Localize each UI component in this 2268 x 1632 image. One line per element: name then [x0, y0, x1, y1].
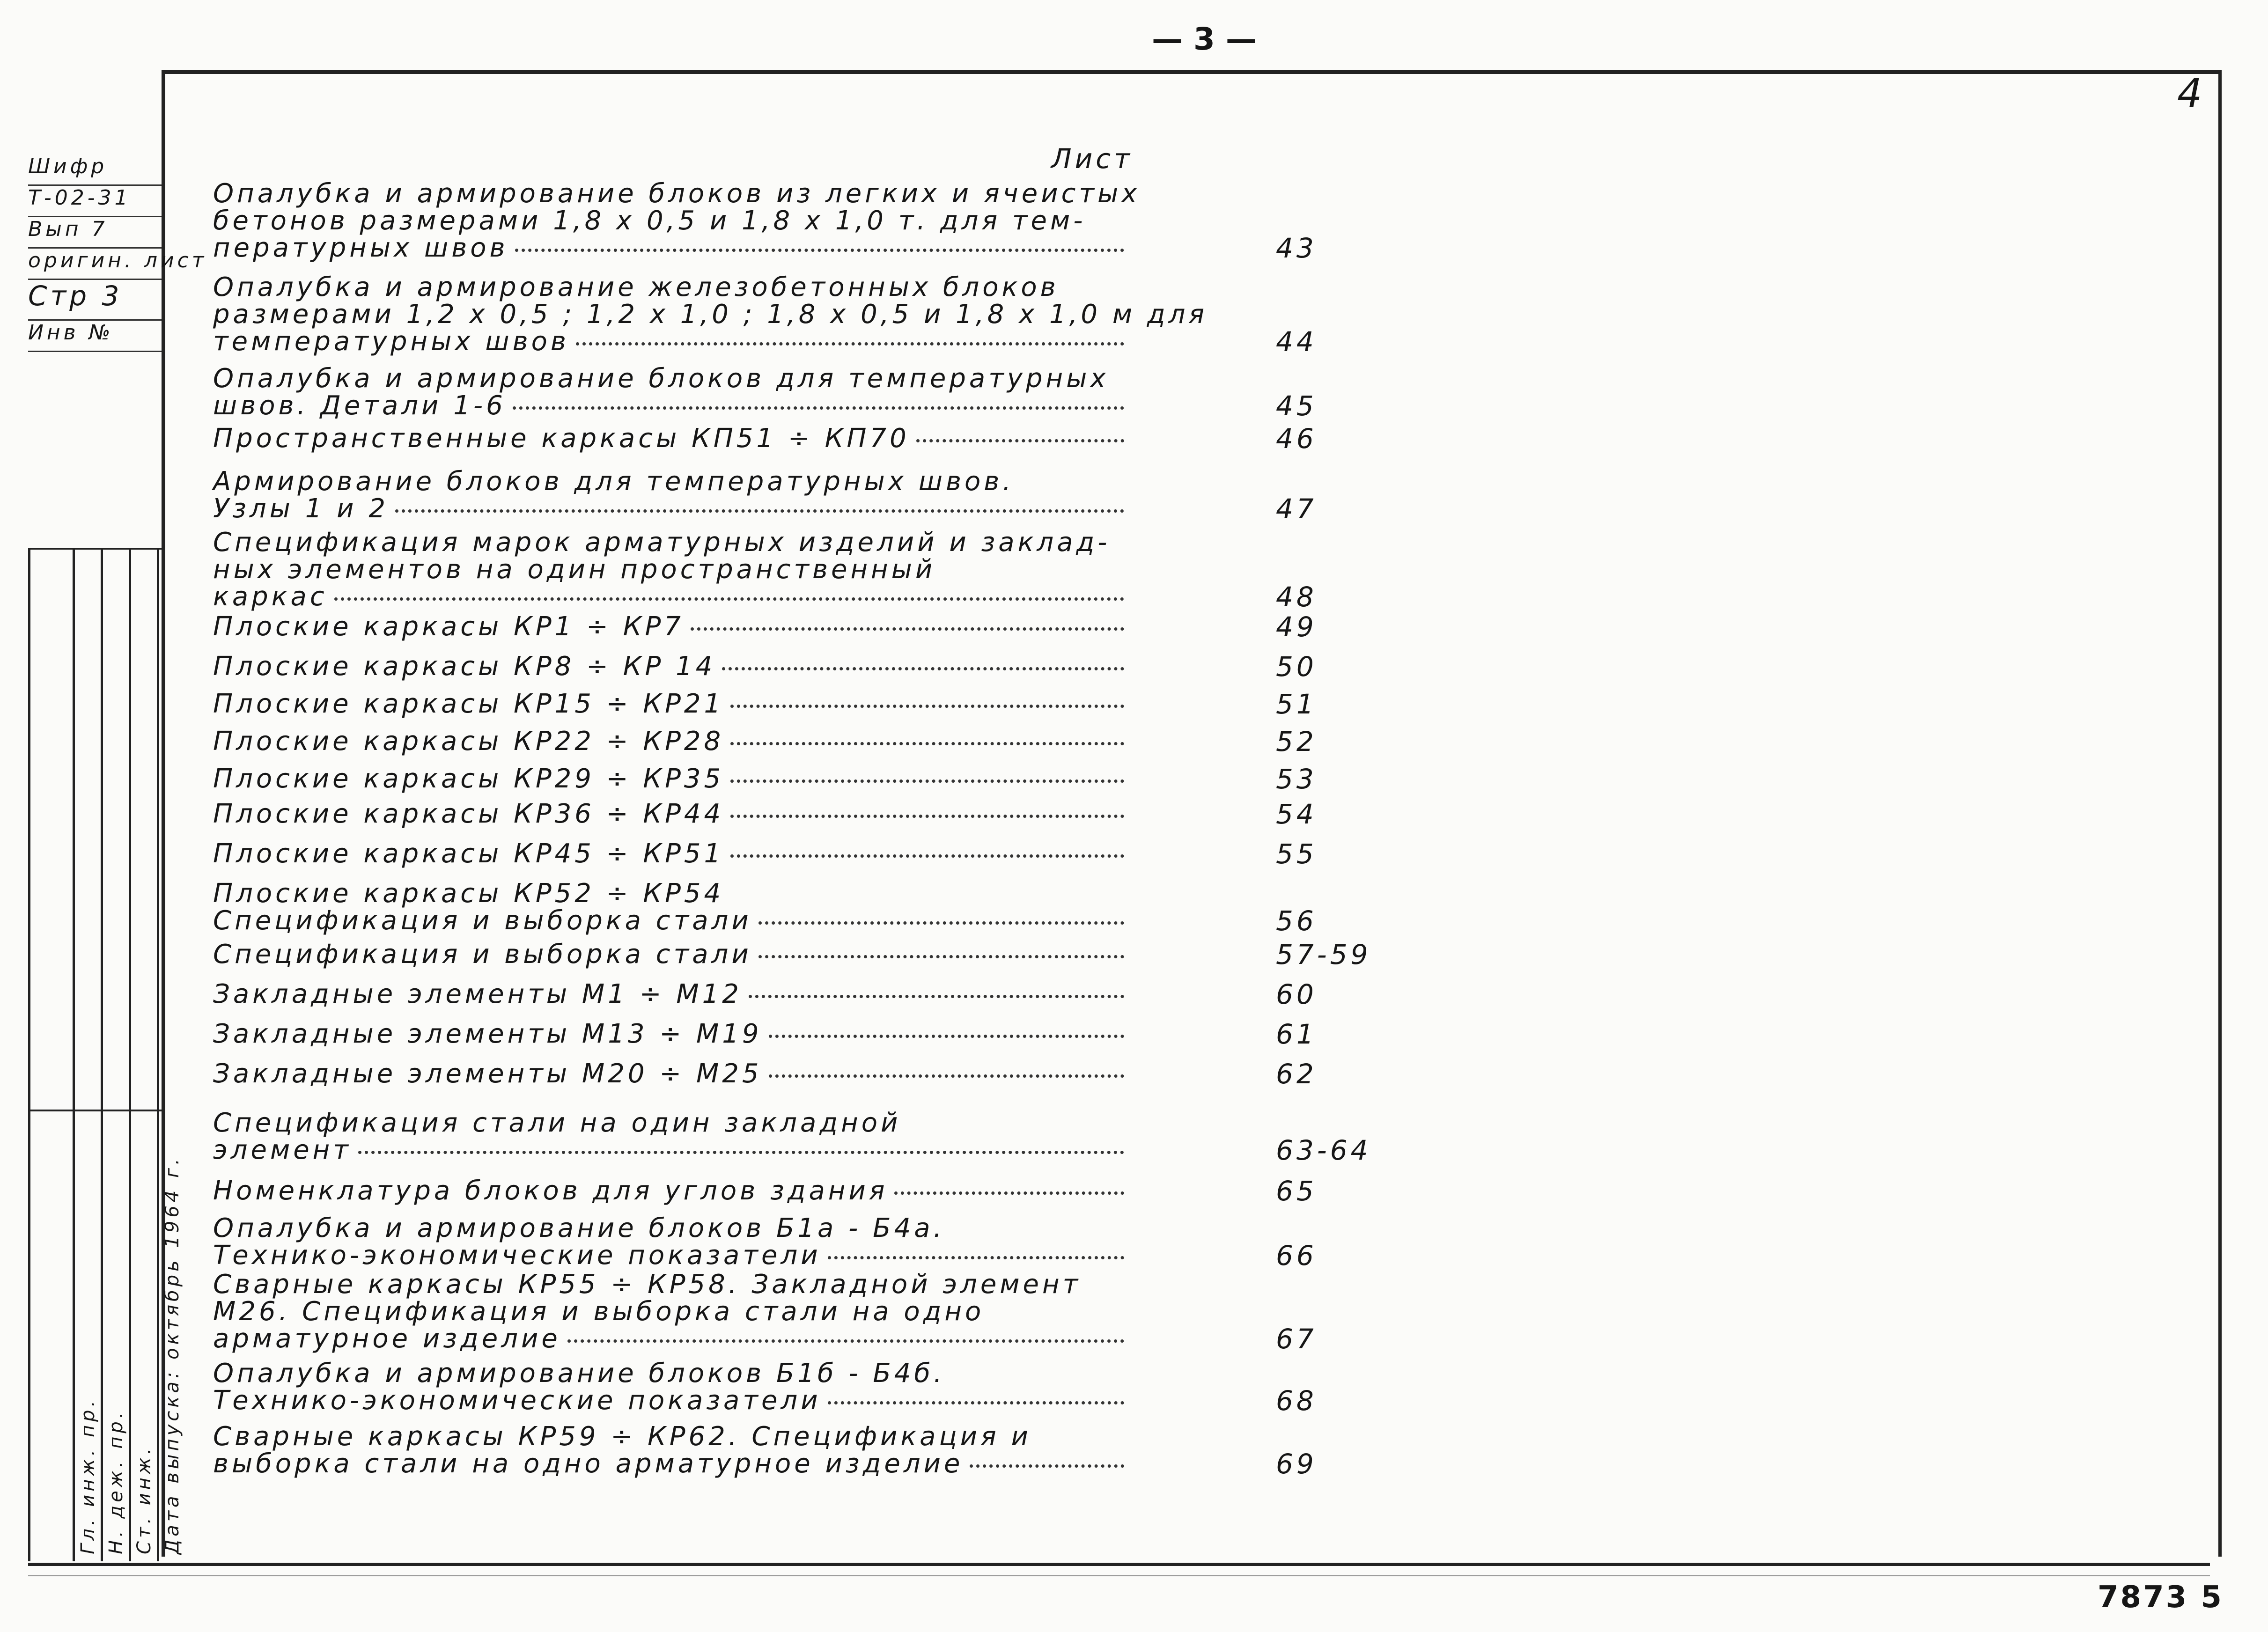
toc-entry-title: Сварные каркасы КР55 ÷ КР58. Закладной элемент	[213, 1269, 1082, 1300]
dot-leader	[567, 1339, 1124, 1343]
toc-sheet-number: 46	[1276, 423, 1317, 455]
toc-entry-title: Спецификация марок арматурных изделий и заклад-	[213, 527, 1111, 558]
dot-leader	[749, 995, 1124, 998]
toc-entry	[213, 838, 1317, 870]
corner-mark: 4	[2177, 70, 2206, 116]
toc-sheet-number: 62	[1276, 1058, 1317, 1090]
toc-entry	[213, 651, 1317, 683]
toc-entry-title: Плоские каркасы КР22 ÷ КР28	[213, 726, 724, 757]
toc-entry-title: Плоские каркасы КР1 ÷ КР7	[213, 611, 684, 642]
toc-entry	[213, 763, 1317, 795]
stamp-line: оригин. лист	[28, 249, 162, 280]
toc-entry	[213, 1058, 1317, 1090]
dot-leader	[894, 1191, 1124, 1195]
bottom-frame-line	[28, 1563, 2210, 1566]
toc-entry-title: Узлы 1 и 2	[213, 493, 389, 524]
toc-sheet-number: 68	[1276, 1385, 1317, 1417]
toc-entry-title: Опалубка и армирование блоков из легких и ячеистых	[213, 178, 1141, 209]
toc-entry-title: Закладные элементы М20 ÷ М25	[213, 1059, 762, 1089]
toc-entry-title: Опалубка и армирование блоков Б1б - Б4б.	[213, 1358, 945, 1389]
toc-sheet-number: 57-59	[1276, 939, 1371, 970]
toc-entry	[213, 1269, 1317, 1355]
dot-leader	[970, 1464, 1124, 1468]
toc-entry-title: швов. Детали 1-6	[213, 390, 506, 421]
toc-sheet-number: 52	[1276, 726, 1317, 757]
toc-entry-title: Плоские каркасы КР52 ÷ КР54	[213, 878, 724, 909]
toc-sheet-number: 67	[1276, 1323, 1317, 1355]
toc-entry-title: каркас	[213, 581, 328, 612]
toc-sheet-number: 44	[1276, 326, 1317, 358]
toc-entry	[213, 1108, 1371, 1166]
toc-sheet-number: 50	[1276, 651, 1317, 683]
sheet-column-header: Лист	[1051, 143, 1133, 175]
toc-entry-title: температурных швов	[213, 326, 569, 357]
dot-leader	[515, 249, 1124, 252]
dot-leader	[730, 705, 1124, 708]
toc-sheet-number: 51	[1276, 688, 1317, 720]
toc-entry-title: Плоские каркасы КР45 ÷ КР51	[213, 838, 724, 869]
toc-entry-title: Номенклатура блоков для углов здания	[213, 1176, 888, 1206]
toc-sheet-number: 47	[1276, 493, 1317, 525]
toc-entry-title: Спецификация и выборка стали	[213, 939, 752, 970]
toc-sheet-number: 48	[1276, 581, 1317, 613]
dot-leader	[576, 342, 1124, 346]
toc-entry-title: Закладные элементы М1 ÷ М12	[213, 979, 742, 1009]
toc-entry-title: Технико-экономические показатели	[213, 1240, 821, 1271]
page-number: — 3 —	[1152, 21, 1257, 57]
toc-entry-title: Опалубка и армирование блоков для температурных	[213, 363, 1109, 394]
toc-entry-title: Опалубка и армирование блоков Б1а - Б4а.	[213, 1213, 945, 1243]
toc-entry	[213, 363, 1317, 422]
dot-leader	[758, 921, 1124, 925]
dot-leader	[730, 779, 1124, 783]
toc-sheet-number: 65	[1276, 1175, 1317, 1207]
toc-sheet-number: 66	[1276, 1240, 1317, 1272]
toc-entry	[213, 178, 1317, 264]
toc-entry	[213, 423, 1317, 455]
toc-entry-title: Плоские каркасы КР29 ÷ КР35	[213, 764, 724, 794]
toc-entry-title: выборка стали на одно арматурное изделие	[213, 1448, 964, 1479]
stamp-line: Стр 3	[28, 280, 162, 321]
dot-leader	[758, 955, 1124, 958]
release-date: Дата выпуска: октябрь 1964 г.	[162, 1155, 183, 1554]
toc-entry-title: Плоские каркасы КР8 ÷ КР 14	[213, 651, 716, 682]
dot-leader	[769, 1035, 1124, 1038]
toc-entry-title: Опалубка и армирование железобетонных блоков	[213, 272, 1059, 302]
toc-sheet-number: 55	[1276, 838, 1317, 870]
toc-entry	[213, 726, 1317, 757]
toc-entry	[213, 527, 1317, 613]
dot-leader	[691, 627, 1124, 631]
dot-leader	[916, 439, 1124, 442]
dot-leader	[769, 1074, 1124, 1078]
signature-block	[28, 548, 183, 1561]
toc-sheet-number: 61	[1276, 1018, 1317, 1050]
toc-sheet-number: 45	[1276, 390, 1317, 422]
toc-entry-title: Плоские каркасы КР15 ÷ КР21	[213, 689, 724, 719]
toc-entry	[213, 939, 1371, 970]
toc-sheet-number: 60	[1276, 978, 1317, 1010]
dot-leader	[722, 667, 1124, 670]
toc-entry	[213, 1421, 1317, 1480]
toc-entry	[213, 1358, 1317, 1417]
toc-entry	[213, 1018, 1317, 1050]
toc-entry	[213, 1175, 1317, 1207]
signature-label: Н. деж. пр.	[105, 1409, 127, 1554]
toc-sheet-number: 69	[1276, 1448, 1317, 1480]
toc-sheet-number: 53	[1276, 763, 1317, 795]
dot-leader	[513, 406, 1124, 410]
toc-sheet-number: 49	[1276, 611, 1317, 643]
toc-entry-title: Армирование блоков для температурных швов.	[213, 466, 1015, 497]
bottom-frame-line-thin	[28, 1575, 2210, 1576]
toc-entry	[213, 1213, 1317, 1272]
toc-entry-title: Плоские каркасы КР36 ÷ КР44	[213, 799, 724, 829]
dot-leader	[828, 1256, 1124, 1259]
margin-stamp	[28, 154, 207, 352]
toc-entry	[213, 798, 1317, 830]
toc-entry-title: арматурное изделие	[213, 1323, 561, 1354]
toc-entry-title: Технико-экономические показатели	[213, 1385, 821, 1416]
signature-label: Ст. инж.	[133, 1445, 155, 1554]
stamp-line: Шифр	[28, 154, 162, 186]
toc-entry	[213, 878, 1317, 937]
toc-sheet-number: 56	[1276, 905, 1317, 937]
dot-leader	[828, 1401, 1124, 1404]
dot-leader	[730, 854, 1124, 858]
stamp-line: Вып 7	[28, 217, 162, 249]
toc-sheet-number: 43	[1276, 232, 1317, 264]
dot-leader	[395, 509, 1124, 513]
bottom-mark: 7873 5	[2098, 1580, 2224, 1615]
toc-entry	[213, 272, 1317, 358]
toc-entry-title: Сварные каркасы КР59 ÷ КР62. Спецификация и	[213, 1421, 1031, 1452]
toc-sheet-number: 54	[1276, 798, 1317, 830]
toc-entry-title: Спецификация и выборка стали	[213, 905, 752, 936]
stamp-line: Т-02-31	[28, 186, 162, 217]
toc-entry-title: размерами 1,2 х 0,5 ; 1,2 х 1,0 ; 1,8 х 0,5 и 1,8 х 1,0 м для	[213, 299, 1208, 330]
toc-entry	[213, 688, 1317, 720]
toc-entry	[213, 978, 1317, 1010]
toc-entry-title: Спецификация стали на один закладной	[213, 1108, 901, 1138]
toc-entry-title: ных элементов на один пространственный	[213, 554, 936, 585]
toc-sheet-number: 63-64	[1276, 1134, 1371, 1166]
dot-leader	[730, 742, 1124, 745]
dot-leader	[334, 597, 1124, 601]
toc-entry-title: пературных швов	[213, 233, 508, 263]
toc-entry	[213, 466, 1317, 525]
dot-leader	[730, 815, 1124, 818]
toc-entry-title: М26. Спецификация и выборка стали на одно	[213, 1296, 985, 1327]
dot-leader	[358, 1151, 1124, 1154]
toc-entry-title: Пространственные каркасы КП51 ÷ КП70	[213, 423, 910, 454]
stamp-line: Инв №	[28, 321, 162, 352]
toc-entry	[213, 611, 1317, 643]
signature-label: Гл. инж. пр.	[77, 1397, 99, 1554]
toc-entry-title: Закладные элементы М13 ÷ М19	[213, 1019, 762, 1049]
toc-entry-title: элемент	[213, 1135, 352, 1165]
toc-entry-title: бетонов размерами 1,8 х 0,5 и 1,8 х 1,0 т. для тем-	[213, 206, 1086, 236]
